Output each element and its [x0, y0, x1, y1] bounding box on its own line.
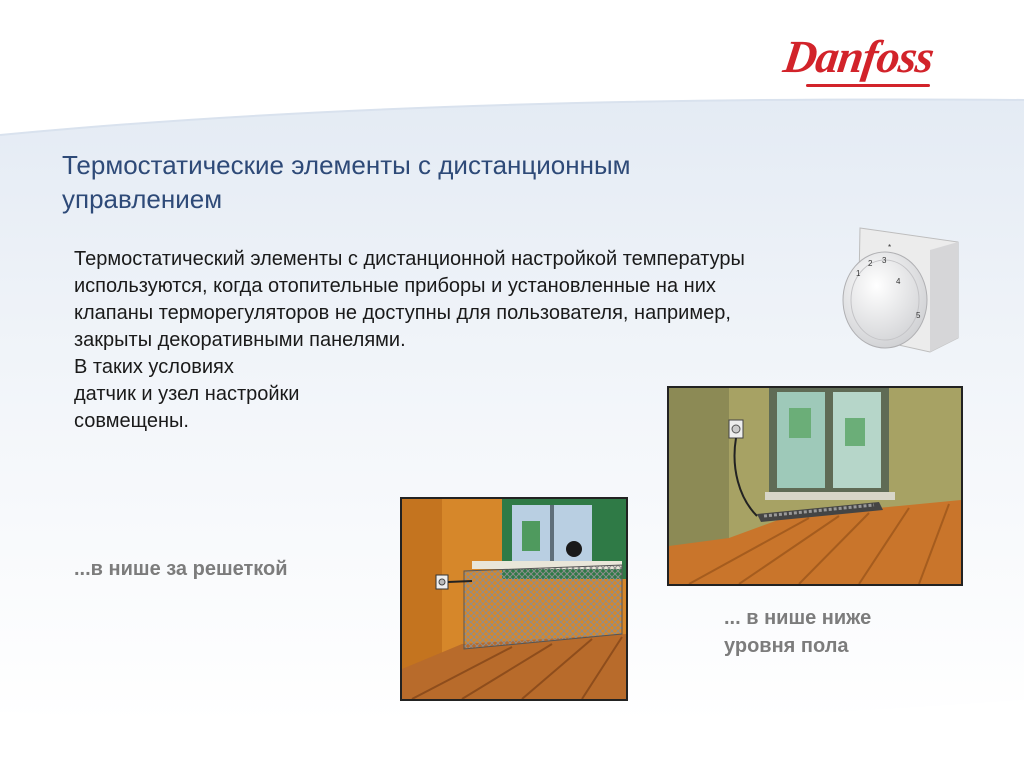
- logo-underline: [806, 84, 930, 87]
- paragraph-main: Термостатический элементы с дистанционной настройкой температуры используются, когда отопительные приборы и установленные на них клапаны терморегуляторов не доступны для пользователя, например, закрыты декоративными панелями.: [74, 248, 745, 351]
- paragraph-line-2: датчик и узел настройки: [74, 383, 300, 405]
- dial-mark-0: *: [888, 243, 892, 252]
- dial-mark-2: 2: [868, 259, 873, 268]
- slide-title: Термостатические элементы с дистанционным управлением: [62, 150, 631, 214]
- dial-mark-3: 3: [882, 256, 887, 265]
- paragraph-line-1: В таких условиях: [74, 356, 234, 378]
- dial-mark-5: 5: [916, 311, 921, 320]
- floor-niche-illustration: [667, 386, 963, 586]
- caption-floor-line-1: ... в нише ниже: [724, 607, 872, 629]
- dial-mark-1: 1: [856, 269, 861, 278]
- grille-niche-illustration: [400, 497, 628, 701]
- dial-mark-4: 4: [896, 277, 901, 286]
- caption-floor: [724, 604, 964, 660]
- danfoss-logo: Danfoss: [780, 31, 937, 82]
- thermostat-image: [830, 220, 965, 355]
- caption-floor-line-2: уровня пола: [724, 635, 849, 657]
- paragraph-line-3: совмещены.: [74, 410, 189, 432]
- caption-grille: ...в нише за решеткой: [74, 558, 288, 580]
